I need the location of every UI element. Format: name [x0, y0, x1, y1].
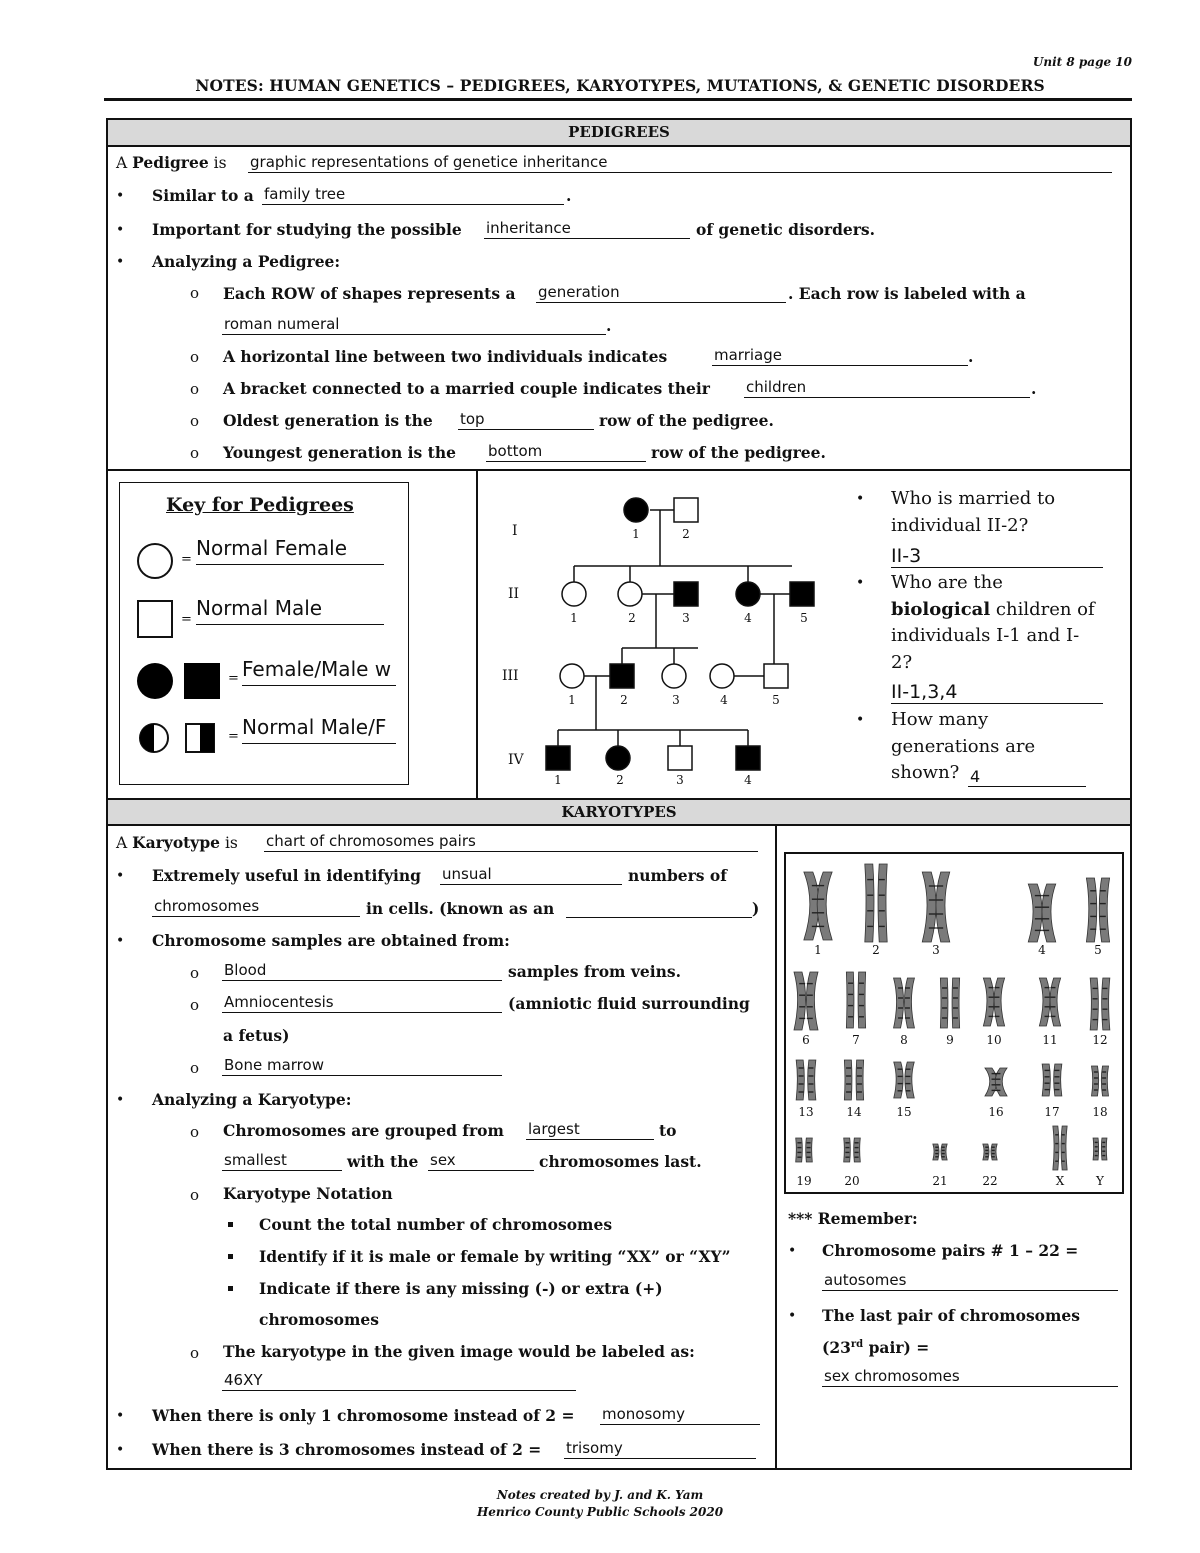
- similar-text: Similar to a: [152, 186, 254, 205]
- last-pair-text: The last pair of chromosomes: [822, 1306, 1081, 1325]
- chromosome: [941, 1144, 947, 1160]
- notation-item: Count the total number of chromosomes: [259, 1215, 613, 1234]
- three-answer: trisomy: [566, 1439, 623, 1457]
- chromosome: [894, 978, 904, 1028]
- useful-suffix: numbers of: [628, 866, 727, 885]
- chromosome: [1054, 1064, 1062, 1096]
- bullet-dot: •: [856, 712, 865, 728]
- bracket-blank[interactable]: [744, 379, 1030, 398]
- grouped-to: to: [659, 1121, 677, 1140]
- chromosome: [804, 872, 819, 940]
- footer-line-2: Henrico County Public Schools 2020: [476, 1505, 724, 1519]
- gen3-number: 3: [672, 693, 680, 707]
- last-pair-text-2: [822, 1338, 929, 1357]
- youngest-answer: bottom: [488, 442, 543, 460]
- question-2-bold: biological: [891, 598, 991, 620]
- title-rule: [104, 98, 1132, 101]
- grouped-blank-3[interactable]: [428, 1152, 534, 1171]
- pairs-text: Chromosome pairs # 1 – 22 =: [822, 1241, 1079, 1260]
- last-pair-answer: sex chromosomes: [824, 1367, 960, 1385]
- affected-male-symbol: [184, 663, 220, 699]
- chromosome: [817, 872, 832, 940]
- chromosome: [1053, 1126, 1059, 1170]
- chromosome-label: 1: [814, 943, 822, 957]
- gen3-male-2: [610, 664, 634, 688]
- chromosome: [844, 1060, 852, 1100]
- chromosome: [1061, 1126, 1067, 1170]
- chromosome: [983, 978, 994, 1026]
- bullet-dot: •: [116, 254, 125, 270]
- pedigrees-heading: PEDIGREES: [108, 120, 1130, 147]
- sub-bullet: o: [190, 412, 200, 430]
- square-bullet: [228, 1286, 233, 1291]
- useful-blank[interactable]: [440, 866, 622, 885]
- similar-period: .: [566, 186, 572, 205]
- bullet-dot: •: [116, 933, 125, 949]
- chromosome: [1092, 1066, 1099, 1096]
- karyotype-chromosomes: [786, 854, 1120, 1190]
- definition-term: Pedigree: [132, 153, 209, 172]
- analyzing-karyotype-label: Analyzing a Karyotype:: [152, 1090, 352, 1109]
- chromosome: [856, 1060, 864, 1100]
- useful-suffix-2: in cells. (known as an: [366, 899, 555, 918]
- important-blank[interactable]: [484, 220, 690, 239]
- three-text: When there is 3 chromosomes instead of 2 =: [152, 1440, 542, 1459]
- chromosome: [1090, 978, 1098, 1030]
- row-text: Each ROW of shapes represents a: [223, 284, 516, 303]
- gen1-female-affected: [624, 498, 648, 522]
- sub-bullet: o: [190, 1186, 200, 1204]
- similar-answer: family tree: [264, 185, 346, 203]
- oldest-suffix: row of the pedigree.: [599, 411, 774, 430]
- gen3-number: 2: [620, 693, 628, 707]
- row-label-period: .: [606, 316, 612, 335]
- row-blank[interactable]: [536, 284, 786, 303]
- known-as-close: ): [752, 899, 760, 918]
- grouped-with: with the: [347, 1152, 419, 1171]
- gen1-number: 1: [632, 527, 640, 541]
- key-normal-female: Normal Female: [196, 536, 384, 565]
- bullet-dot: •: [116, 1092, 125, 1108]
- chromosome-label: 12: [1092, 1033, 1108, 1047]
- key-title: Key for Pedigrees: [166, 494, 354, 516]
- question-2-line: 2?: [891, 651, 913, 673]
- gen3-number: 1: [568, 693, 576, 707]
- chromosome: [1093, 1138, 1099, 1160]
- sample-1-blank[interactable]: [222, 962, 502, 981]
- sample-1-suffix: samples from veins.: [508, 962, 681, 981]
- known-as-blank[interactable]: [566, 899, 752, 918]
- sub-bullet: o: [190, 1344, 200, 1362]
- question-2-line: individuals I-1 and I-: [891, 625, 1080, 646]
- only-one-blank[interactable]: [600, 1406, 760, 1425]
- definition-is: is: [208, 154, 227, 172]
- chromosome: [940, 978, 948, 1028]
- pairs-blank[interactable]: [822, 1272, 1118, 1291]
- definition-a: A: [116, 834, 133, 852]
- samples-label: Chromosome samples are obtained from:: [152, 931, 510, 950]
- analyzing-pedigree-label: Analyzing a Pedigree:: [152, 252, 341, 271]
- chromosome-label: 18: [1092, 1105, 1108, 1119]
- question-3-line: How many: [891, 709, 989, 730]
- youngest-blank[interactable]: [486, 443, 646, 462]
- bracket-period: .: [1031, 379, 1037, 398]
- gen4-male-4: [736, 746, 760, 770]
- chromosome-label: 17: [1044, 1105, 1060, 1119]
- chromosome: [894, 1062, 903, 1098]
- chromosome-label: 22: [982, 1174, 998, 1188]
- page-title: NOTES: HUMAN GENETICS – PEDIGREES, KARYOTYPES, MUTATIONS, & GENETIC DISORDERS: [195, 76, 1045, 95]
- oldest-text: Oldest generation is the: [223, 411, 433, 430]
- grouped-answer-3: sex: [430, 1151, 456, 1169]
- only-one-answer: monosomy: [602, 1405, 685, 1423]
- carrier-male-half: [200, 724, 214, 752]
- question-2-rest: children of: [990, 598, 1095, 620]
- chromosome: [846, 972, 854, 1028]
- chromosome: [854, 1138, 861, 1162]
- square-bullet: [228, 1222, 233, 1227]
- key-symbols: [130, 535, 230, 765]
- important-answer: inheritance: [486, 219, 571, 237]
- definition-term: Karyotype: [132, 833, 221, 852]
- gen-label-II: II: [508, 586, 520, 602]
- notation-label: Karyotype Notation: [223, 1184, 393, 1203]
- chromosome: [936, 872, 950, 942]
- chromosome-label: X: [1055, 1174, 1065, 1188]
- chromosome-label: 3: [932, 943, 940, 957]
- gen4-male-1: [546, 746, 570, 770]
- sample-2-blank[interactable]: [222, 994, 502, 1013]
- question-2-blank[interactable]: [891, 681, 1103, 704]
- generation-labels: [502, 523, 525, 768]
- important-text: Important for studying the possible: [152, 220, 462, 239]
- definition-is: is: [220, 834, 238, 852]
- gen2-number: 1: [570, 611, 578, 625]
- gen2-female-4: [736, 582, 760, 606]
- gen2-number: 5: [800, 611, 808, 625]
- grouped-blank-2[interactable]: [222, 1152, 342, 1171]
- chromosome-label: 19: [796, 1174, 812, 1188]
- chromosome: [878, 864, 887, 942]
- given-answer: 46XY: [224, 1371, 263, 1389]
- chromosome: [806, 972, 818, 1030]
- gen1-male-normal: [674, 498, 698, 522]
- section-divider: [106, 469, 1130, 471]
- chromosome: [952, 978, 960, 1028]
- chromosome-label: 2: [872, 943, 880, 957]
- gen4-number: 1: [554, 773, 562, 787]
- useful-text: Extremely useful in identifying: [152, 866, 422, 885]
- chromosome-label: 4: [1038, 943, 1046, 957]
- chromosome-label: 15: [896, 1105, 912, 1119]
- key-equals: =: [181, 552, 192, 567]
- given-text: The karyotype in the given image would be labeled as:: [223, 1342, 695, 1361]
- gen4-number: 4: [744, 773, 752, 787]
- sub-bullet: o: [190, 444, 200, 462]
- useful-blank-2[interactable]: [152, 898, 360, 917]
- bullet-dot: •: [116, 1408, 125, 1424]
- horizontal-text: A horizontal line between two individuals indicates: [223, 347, 668, 366]
- notation-item: Indicate if there is any missing (-) or extra (+): [259, 1279, 663, 1298]
- question-2: [891, 570, 1121, 676]
- gen4-male-3: [668, 746, 692, 770]
- gen4-number: 2: [616, 773, 624, 787]
- chromosome: [858, 972, 866, 1028]
- chromosome: [1039, 978, 1050, 1026]
- oldest-blank[interactable]: [458, 411, 594, 430]
- last-pair-close: pair) =: [863, 1338, 930, 1357]
- chromosome: [1099, 878, 1109, 942]
- sample-1-answer: Blood: [224, 961, 267, 979]
- definition-a: A: [116, 154, 133, 172]
- gen-label-IV: IV: [508, 752, 524, 768]
- key-normal-male: Normal Male: [196, 596, 384, 625]
- gen2-female-1: [562, 582, 586, 606]
- question-3-blank[interactable]: [968, 768, 1086, 787]
- only-one-text: When there is only 1 chromosome instead of 2 =: [152, 1406, 575, 1425]
- last-pair-open: (23: [822, 1338, 851, 1357]
- gen3-male-5: [764, 664, 788, 688]
- karyotype-definition-answer: chart of chromosomes pairs: [266, 832, 476, 850]
- bullet-dot: •: [116, 222, 125, 238]
- chromosome: [808, 1060, 816, 1100]
- bullet-dot: •: [116, 1442, 125, 1458]
- chromosome: [796, 1060, 804, 1100]
- key-equals: =: [181, 612, 192, 627]
- question-2-line: Who are the: [891, 572, 1003, 593]
- chromosome: [1102, 978, 1110, 1030]
- useful-answer-2: chromosomes: [154, 897, 260, 915]
- grouped-suffix: chromosomes last.: [539, 1152, 702, 1171]
- sub-bullet: o: [190, 380, 200, 398]
- footer-line-1: Notes created by J. and K. Yam: [496, 1488, 704, 1502]
- grouped-text: Chromosomes are grouped from: [223, 1121, 504, 1140]
- question-3-line: generations are: [891, 735, 1036, 757]
- chromosome: [1042, 1064, 1050, 1096]
- bullet-dot: •: [856, 575, 865, 591]
- oldest-answer: top: [460, 410, 485, 428]
- key-equals: =: [228, 671, 239, 686]
- question-3-line: shown?: [891, 762, 960, 783]
- important-suffix: of genetic disorders.: [696, 220, 876, 239]
- sub-bullet: o: [190, 284, 200, 302]
- bullet-dot: •: [788, 1308, 797, 1324]
- affected-female-symbol: [137, 663, 173, 699]
- grouped-answer-2: smallest: [224, 1151, 287, 1169]
- chromosome-label: 14: [846, 1105, 862, 1119]
- chromosome: [983, 1144, 989, 1160]
- gen3-number: 5: [772, 693, 780, 707]
- gen3-female-1: [560, 664, 584, 688]
- gen2-male-3: [674, 582, 698, 606]
- horizontal-period: .: [968, 347, 974, 366]
- chromosome: [994, 978, 1005, 1026]
- key-affected: Female/Male w: [242, 657, 396, 686]
- chromosome-label: 5: [1094, 943, 1102, 957]
- given-blank[interactable]: [222, 1372, 576, 1391]
- gen2-number: 3: [682, 611, 690, 625]
- gen-label-III: III: [502, 668, 519, 684]
- pairs-answer: autosomes: [824, 1271, 907, 1289]
- chromosome: [1050, 978, 1061, 1026]
- key-carrier: Normal Male/F: [242, 715, 396, 744]
- chromosome: [922, 872, 936, 942]
- row-suffix: . Each row is labeled with a: [788, 284, 1026, 303]
- chromosome: [1028, 884, 1042, 942]
- chromosome: [806, 1138, 813, 1162]
- karyotype-definition-blank[interactable]: [264, 833, 758, 852]
- key-equals: =: [228, 729, 239, 744]
- chromosome: [1101, 1066, 1108, 1096]
- horizontal-answer: marriage: [714, 346, 782, 364]
- square-bullet: [228, 1254, 233, 1259]
- chromosome-label: 11: [1042, 1033, 1058, 1047]
- gen2-female-2: [618, 582, 642, 606]
- chromosome-label: 9: [946, 1033, 954, 1047]
- bracket-text: A bracket connected to a married couple indicates their: [223, 379, 710, 398]
- sub-bullet: o: [190, 1059, 200, 1077]
- normal-male-symbol: [138, 601, 172, 637]
- chromosome: [794, 972, 806, 1030]
- youngest-text: Youngest generation is the: [223, 443, 456, 462]
- sub-bullet: o: [190, 1123, 200, 1141]
- chromosome-label: 7: [852, 1033, 860, 1047]
- three-blank[interactable]: [564, 1440, 756, 1459]
- chromosome-label: 21: [932, 1174, 948, 1188]
- gen2-male-5: [790, 582, 814, 606]
- bullet-dot: •: [116, 868, 125, 884]
- question-1-line: Who is married to: [891, 488, 1056, 509]
- gen4-female-2: [606, 746, 630, 770]
- sub-bullet: o: [190, 964, 200, 982]
- similar-blank[interactable]: [262, 186, 564, 205]
- pedigree-chart: [478, 480, 838, 798]
- chromosome-label: 16: [988, 1105, 1004, 1119]
- chromosome-label: 8: [900, 1033, 908, 1047]
- grouped-answer: largest: [528, 1120, 580, 1138]
- notation-item: Identify if it is male or female by writing “XX” or “XY”: [259, 1247, 731, 1266]
- youngest-suffix: row of the pedigree.: [651, 443, 826, 462]
- last-pair-blank[interactable]: [822, 1368, 1118, 1387]
- gen-label-I: I: [512, 523, 518, 539]
- sample-2-suffix-2: a fetus): [223, 1026, 290, 1045]
- remember-label: *** Remember:: [788, 1209, 918, 1228]
- chromosome: [844, 1138, 851, 1162]
- chromosome: [1101, 1138, 1107, 1160]
- sample-3-blank[interactable]: [222, 1057, 502, 1076]
- row-label-blank[interactable]: [222, 316, 606, 335]
- bullet-dot: •: [856, 491, 865, 507]
- sample-2-answer: Amniocentesis: [224, 993, 334, 1011]
- page-number: Unit 8 page 10: [1032, 55, 1132, 69]
- sample-3-answer: Bone marrow: [224, 1056, 324, 1074]
- chromosome: [905, 1062, 914, 1098]
- question-2-line2: [891, 597, 1121, 624]
- chromosome: [933, 1144, 939, 1160]
- horizontal-blank[interactable]: [712, 347, 968, 366]
- chromosome: [1042, 884, 1056, 942]
- question-2-answer: II-1,3,4: [891, 681, 958, 703]
- bullet-dot: •: [788, 1243, 797, 1259]
- gen2-number: 4: [744, 611, 752, 625]
- chromosome: [995, 1068, 1007, 1096]
- grouped-blank[interactable]: [526, 1121, 654, 1140]
- chromosome-label: 20: [844, 1174, 860, 1188]
- chromosome: [865, 864, 874, 942]
- useful-answer: unsual: [442, 865, 492, 883]
- chromosome: [1086, 878, 1096, 942]
- gen3-number: 4: [720, 693, 728, 707]
- chromosome: [991, 1144, 997, 1160]
- question-1-blank[interactable]: [891, 545, 1103, 568]
- question-3-answer: 4: [970, 767, 981, 786]
- question-1-answer: II-3: [891, 545, 922, 567]
- carrier-female-half: [140, 724, 154, 752]
- bracket-answer: children: [746, 378, 807, 396]
- last-pair-sup: rd: [850, 1338, 864, 1350]
- notation-item-cont: chromosomes: [259, 1310, 380, 1329]
- gen3-female-4: [710, 664, 734, 688]
- karyotype-definition: [116, 833, 238, 852]
- row-label-answer: roman numeral: [224, 315, 340, 333]
- gen3-female-3: [662, 664, 686, 688]
- gen4-number: 3: [676, 773, 684, 787]
- gen2-number: 2: [628, 611, 636, 625]
- chromosome: [796, 1138, 803, 1162]
- definition-answer: graphic representations of genetice inheritance: [250, 153, 608, 171]
- column-divider: [775, 826, 777, 1468]
- chromosome-label: Y: [1096, 1174, 1104, 1188]
- question-1-line: individual II-2?: [891, 514, 1029, 536]
- chromosome-label: 10: [986, 1033, 1002, 1047]
- sub-bullet: o: [190, 996, 200, 1014]
- sub-bullet: o: [190, 348, 200, 366]
- gen1-number: 2: [682, 527, 690, 541]
- chromosome-label: 13: [798, 1105, 814, 1119]
- bullet-dot: •: [116, 188, 125, 204]
- definition-blank[interactable]: [248, 154, 1112, 173]
- chromosome: [904, 978, 914, 1028]
- question-1: [891, 486, 1121, 539]
- normal-female-symbol: [138, 544, 172, 578]
- sample-2-suffix: (amniotic fluid surrounding: [508, 994, 750, 1013]
- karyotypes-heading: KARYOTYPES: [108, 800, 1130, 826]
- chromosome-label: 6: [802, 1033, 810, 1047]
- row-answer: generation: [538, 283, 620, 301]
